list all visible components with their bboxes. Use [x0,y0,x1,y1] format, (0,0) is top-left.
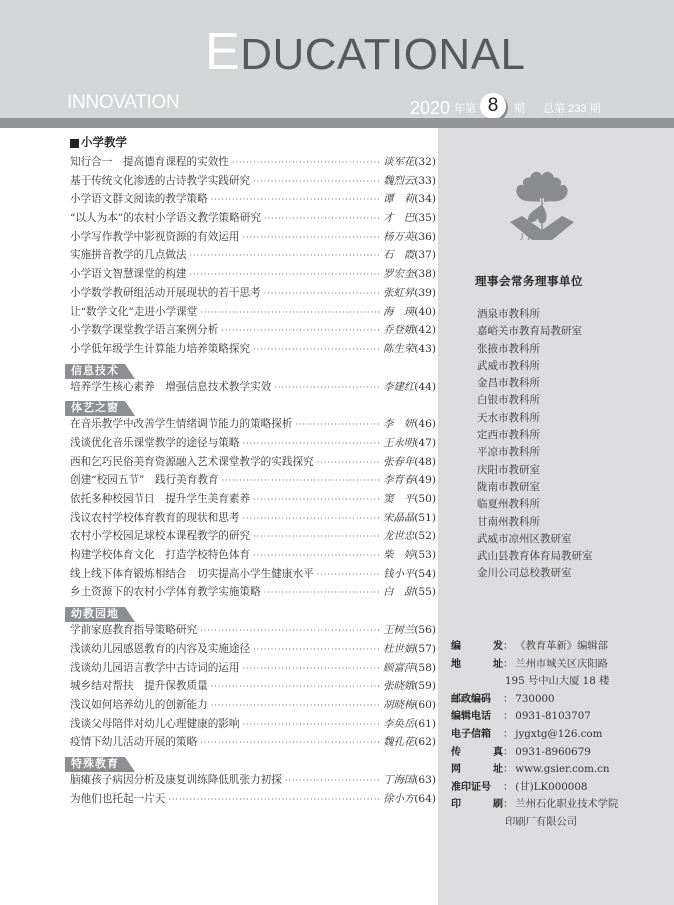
page-number: (33) [414,174,436,187]
toc-entry[interactable] [70,246,436,265]
leader-dots [264,285,380,304]
page-number: (38) [414,268,436,281]
toc-entry[interactable] [70,209,436,228]
page-number: (37) [414,249,436,262]
page-number: (50) [414,493,436,505]
article-title: 浅谈父母陪伴对幼儿心理健康的影响 [70,717,240,730]
total-issue: 总第 233 期 [543,103,601,115]
council-member: 酒泉市教科所 [477,308,540,320]
issue-year: 2020 [410,97,451,118]
toc-entry[interactable] [70,490,436,509]
toc-entry[interactable] [70,415,436,434]
leader-dots [232,154,380,173]
leader-dots [243,435,381,454]
council-member: 嘉峪关市教育局教研室 [477,325,582,338]
article-author: 丁海国 [383,773,415,786]
issue-number-badge: 8 [480,93,506,119]
article-title: 学前家庭教育指导策略研究 [70,624,198,637]
page-number: (39) [414,286,436,299]
article-author: 罗宏奎 [383,268,415,281]
toc-entry[interactable] [70,321,436,340]
article-title: 小学数学教研组活动开展现状的若干思考 [70,286,261,299]
imprint-email: 电子信箱 ： jygxtg@126.com [451,727,603,740]
toc-entry[interactable] [70,621,436,640]
article-title: “以人为本”的农村小学语文教学策略研究 [70,212,261,225]
leader-dots [274,379,380,398]
page-number: (53) [414,549,436,562]
council-members-list [477,306,593,583]
imprint-info [451,638,618,832]
toc-entry[interactable] [70,771,436,790]
imprint-permit: 准印证号 ： (甘)LK000008 [451,780,588,793]
leader-dots [317,566,380,585]
page-number: (34) [414,193,436,206]
article-title: 实施拼音教学的几点做法 [70,249,187,262]
article-author: 王永明 [383,436,415,449]
page-number: (46) [414,418,436,431]
toc-entry[interactable] [70,453,436,472]
leader-dots [190,247,381,266]
council-member: 定西市教科所 [477,429,540,442]
article-title: 基于传统文化渗透的古诗教学实践研究 [70,174,251,187]
article-title: 农村小学校园足球校本课程教学的研究 [70,530,251,543]
article-author: 胡晓梅 [383,698,415,711]
article-title: 让“数学文化”走进小学课堂 [70,305,198,318]
council-member: 金昌市教科所 [477,377,540,390]
journal-subtitle: INNOVATION [67,92,180,113]
leader-dots [222,472,381,491]
masthead [0,0,674,118]
toc-entry[interactable] [70,190,436,209]
article-author: 李 妍 [383,418,415,431]
article-author: 宋晶晶 [383,511,415,524]
header-divider [0,118,674,128]
article-title: 知行合一 提高德育课程的实效性 [70,156,229,168]
issue-year-suffix: 年第 [454,103,477,115]
toc-entry[interactable] [70,471,436,490]
section-heading [70,134,436,153]
imprint-address-line2: 195 号中山大厦 18 楼 [505,675,610,688]
imprint-printer: 印 刷 ： 兰州石化职业技术学院 [451,798,619,811]
article-author: 张晓娥 [383,680,415,693]
page-number: (36) [414,230,436,243]
article-title: 脑瘫孩子病因分析及康复训练降低肌张力初探 [70,773,282,786]
clover-book-logo-icon [506,162,578,242]
page-number: (52) [414,530,436,543]
toc-entry[interactable] [70,546,436,565]
council-title: 理事会常务理事单位 [475,276,583,288]
leader-dots [200,622,380,641]
article-title: 培养学生核心素养 增强信息技术教学实效 [70,380,272,393]
article-title: 小学数学课堂教学语言案例分析 [70,324,219,337]
section-heading [70,396,436,415]
leader-dots [243,716,381,735]
page-number: (47) [414,436,436,449]
leader-dots [168,791,380,810]
page-number: (48) [414,455,436,468]
article-author: 谭 莉 [383,193,415,206]
table-of-contents [70,134,436,808]
article-title: 为他们也托起一片天 [70,792,166,805]
section-tag: 特殊教育 [65,757,125,772]
article-title: 创建“校园五节” 践行美育教育 [70,474,219,487]
title-initial: E [205,23,241,81]
council-member: 平凉市教科所 [477,446,540,459]
article-author: 张春年 [383,455,415,468]
article-title: 构建学校体育文化 打造学校特色体育 [70,549,251,562]
article-title: 小学语文群文阅读的教学策略 [70,193,208,206]
article-author: 柴 婷 [383,549,415,562]
page-number: (54) [414,567,436,580]
page-number: (57) [414,642,436,655]
article-title: 小学写作教学中影视资源的有效运用 [70,230,240,243]
article-title: 乡土资源下的农村小学体育教学实施策略 [70,586,261,599]
council-member: 武威市教科所 [477,359,540,372]
council-member: 武威市凉州区教研室 [477,532,572,545]
toc-entry[interactable] [70,153,436,172]
toc-entry[interactable] [70,340,436,359]
page-number: (63) [414,773,436,786]
imprint-fax: 传 真 ： 0931-8960679 [451,745,591,758]
page-number: (51) [414,511,436,524]
toc-entry[interactable] [70,228,436,247]
journal-title [205,23,526,81]
section-heading [70,359,436,378]
article-author: 魏烈云 [383,174,415,187]
page-number: (58) [414,661,436,674]
article-author: 陈生荣 [383,342,415,355]
leader-dots [317,454,380,473]
logo-text: JYGX [520,232,552,242]
page-number: (44) [414,380,436,393]
leader-dots [243,510,381,529]
toc-entry[interactable] [70,527,436,546]
section-tag: 幼教园地 [65,607,125,622]
leader-dots [200,304,380,323]
leader-dots [253,528,380,547]
toc-entry[interactable] [70,565,436,584]
article-title: 城乡结对帮扶 提升保教质量 [70,680,208,693]
page-number: (43) [414,342,436,355]
article-author: 顾富萍 [383,661,415,674]
page-number: (56) [414,624,436,637]
page-number: (49) [414,474,436,487]
section-heading [70,602,436,621]
issue-suffix: 期 [514,103,526,115]
toc-entry[interactable] [70,790,436,809]
leader-dots [200,734,380,753]
leader-dots [253,547,380,566]
article-title: 浅谈幼儿园语言教学中古诗词的运用 [70,661,240,674]
council-member: 张掖市教科所 [477,342,540,355]
article-author: 张虹昇 [383,286,415,299]
council-member: 武山县教育体育局教研室 [477,550,593,563]
toc-entry[interactable] [70,696,436,715]
article-title: 浅议如何培养幼儿的创新能力 [70,698,208,711]
toc-entry[interactable] [70,677,436,696]
toc-entry[interactable] [70,303,436,322]
toc-entry[interactable] [70,509,436,528]
council-member: 甘南州教科所 [477,515,540,528]
council-member: 天水市教科所 [477,411,540,424]
leader-dots [253,491,380,510]
article-title: 小学语文智慧课堂的构建 [70,268,187,281]
toc-entry[interactable] [70,583,436,602]
page-number: (60) [414,698,436,711]
article-author: 窦 平 [383,493,415,505]
section-tag: 体艺之窗 [65,401,125,416]
article-author: 白 甜 [383,586,415,599]
page-number: (61) [414,717,436,730]
page-number: (59) [414,680,436,693]
leader-dots [285,772,380,791]
leader-dots [264,210,380,229]
article-author: 谈军花 [383,156,415,168]
article-title: 在音乐教学中改善学生情绪调节能力的策略探析 [70,418,293,431]
section-heading [70,752,436,771]
council-member: 临夏州教科所 [477,498,540,511]
article-author: 李建红 [383,380,415,393]
section-title: 小学教学 [81,137,127,149]
toc-entry[interactable] [70,265,436,284]
leader-dots [190,266,381,285]
article-title: 浅谈幼儿园感恩教育的内容及实施途径 [70,642,251,655]
leader-dots [264,584,380,603]
article-author: 李奂岳 [383,717,415,730]
article-author: 徐小方 [383,792,415,805]
article-title: 浅谈优化音乐课堂教学的途径与策略 [70,436,240,449]
article-author: 王树兰 [383,624,415,637]
leader-dots [253,641,380,660]
article-author: 海 瑛 [383,305,415,318]
imprint-website: 网 址 ： www.gsier.com.cn [451,763,610,776]
toc-entry[interactable] [70,640,436,659]
imprint-publisher: 编 发 ： 《教育革新》编辑部 [451,640,608,652]
article-title: 疫情下幼儿活动开展的策略 [70,736,198,749]
article-title: 浅议农村学校体育教育的现状和思考 [70,511,240,524]
page-number: (35) [414,212,436,225]
leader-dots [211,678,380,697]
page-number: (42) [414,324,436,337]
leader-dots [211,697,380,716]
article-title: 线上线下体育锻炼相结合 切实提高小学生健康水平 [70,567,314,580]
article-author: 石 霞 [383,249,415,262]
leader-dots [253,341,380,360]
toc-entry[interactable] [70,659,436,678]
article-title: 依托多种校园节日 提升学生美育素养 [70,493,251,505]
article-author: 李育春 [383,474,415,487]
article-author: 才 巴 [383,212,415,225]
article-author: 乔登娥 [383,324,415,337]
toc-entry[interactable] [70,434,436,453]
leader-dots [243,660,381,679]
council-member: 庆阳市教研室 [477,463,540,476]
article-author: 杜世娟 [383,642,415,655]
council-member: 白银市教科所 [477,394,540,407]
council-member: 陇南市教研室 [477,480,540,493]
page-number: (62) [414,736,436,749]
article-author: 钱小平 [383,567,415,580]
toc-entry[interactable] [70,715,436,734]
toc-entry[interactable] [70,733,436,752]
page-number: (32) [414,156,436,168]
article-author: 魏孔花 [383,736,415,749]
leader-dots [295,416,380,435]
section-tag: 信息技术 [65,364,125,379]
leader-dots [253,173,380,192]
imprint-phone: 编辑电话 ： 0931-8103707 [451,710,591,723]
article-title: 小学低年级学生计算能力培养策略探究 [70,342,251,355]
leader-dots [243,229,381,248]
page-number: (64) [414,792,436,805]
imprint-address: 地 址 ： 兰州市城关区庆阳路 [451,657,608,670]
toc-entry[interactable] [70,172,436,191]
council-member: 金川公司总校教研室 [477,567,572,580]
article-title: 西和乞巧民俗美育资源融入艺术课堂教学的实践探究 [70,455,314,468]
article-author: 龙世忠 [383,530,415,543]
page-number: (40) [414,305,436,318]
page-number: (55) [414,586,436,599]
title-rest: DUCATIONAL [240,30,526,79]
imprint-postcode: 邮政编码 ： 730000 [451,692,555,705]
leader-dots [221,322,380,341]
toc-entry[interactable] [70,284,436,303]
article-author: 杨万英 [383,230,415,243]
toc-entry[interactable] [70,378,436,397]
imprint-printer-line2: 印刷厂有限公司 [505,815,578,828]
square-bullet-icon [70,139,79,148]
leader-dots [211,191,380,210]
